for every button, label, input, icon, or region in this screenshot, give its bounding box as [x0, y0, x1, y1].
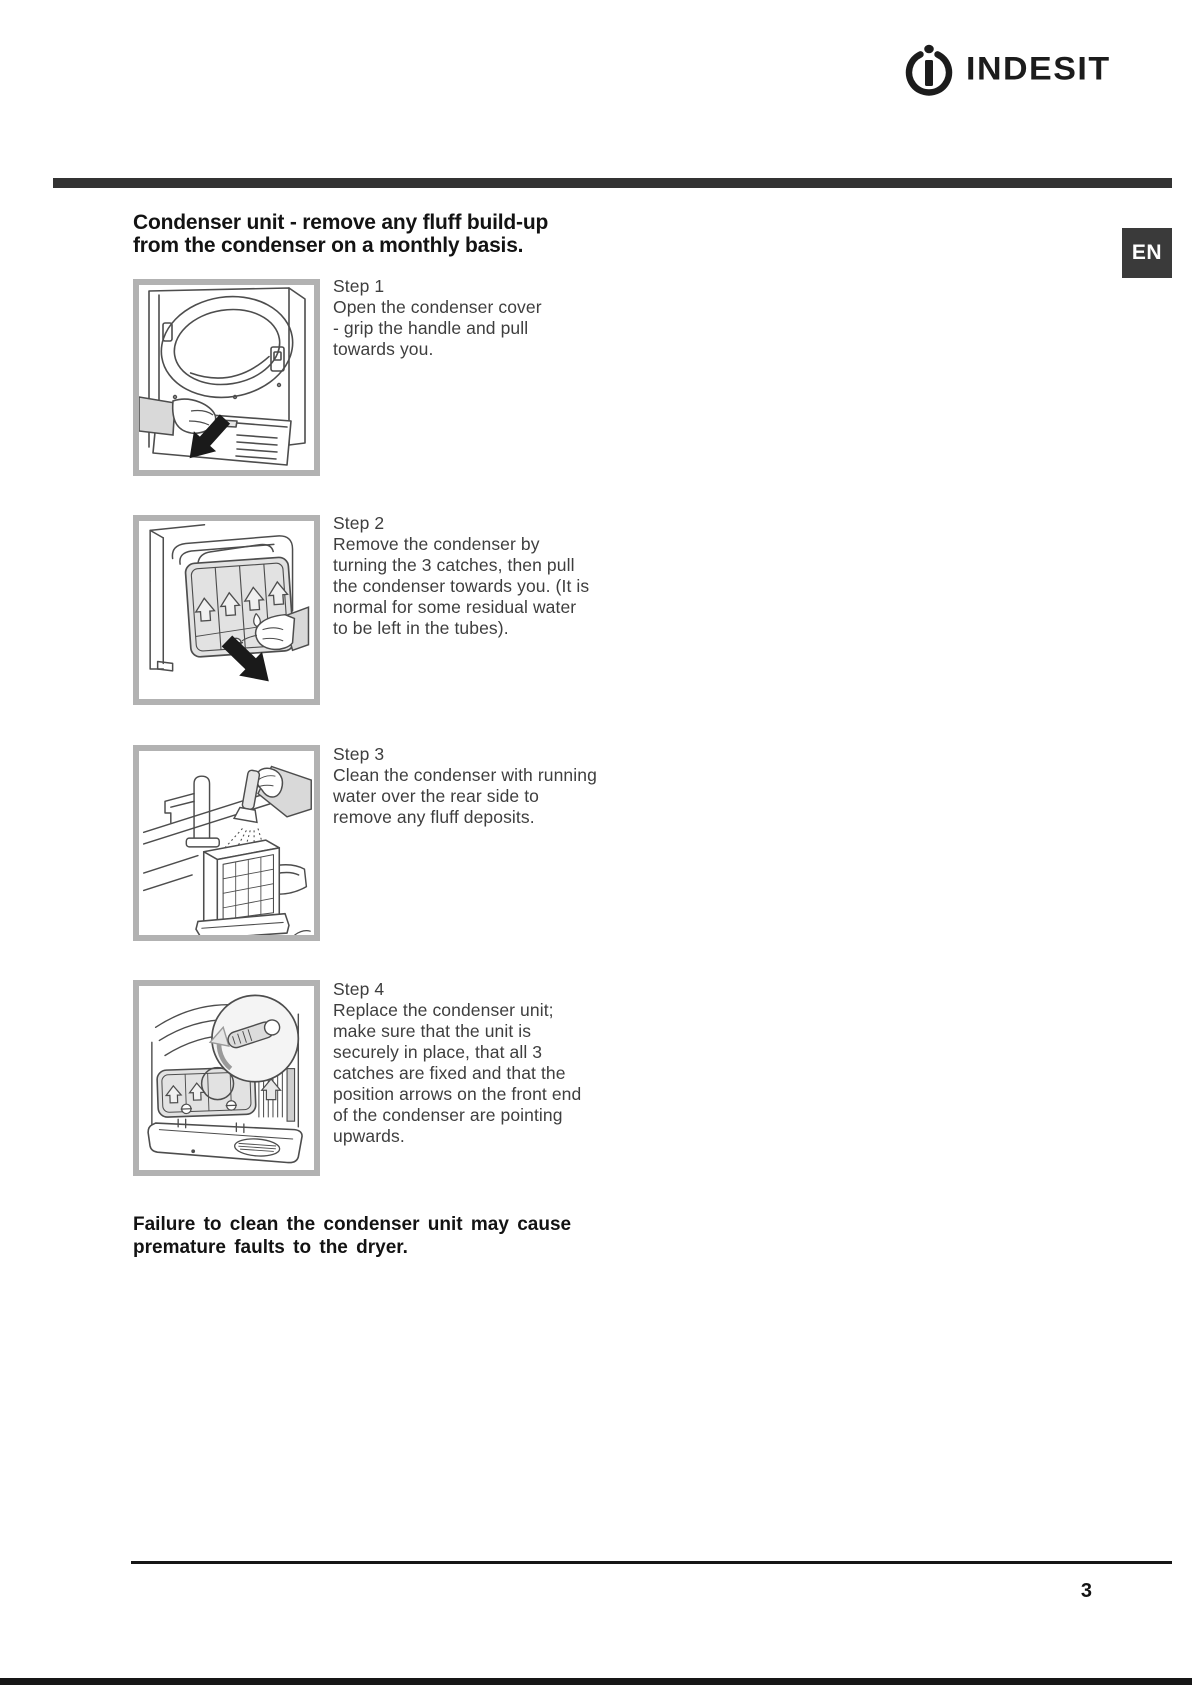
language-badge-label: EN [1131, 241, 1163, 264]
warning-line2: premature faults to the dryer. [133, 1237, 408, 1258]
step2-line: Remove the condenser by [333, 534, 540, 554]
step4-line: upwards. [333, 1126, 405, 1146]
step4-illustration-condenser-replaced-catch-detail [139, 986, 314, 1170]
step4-line: securely in place, that all 3 [333, 1042, 543, 1062]
step4-figure [133, 980, 320, 1176]
language-badge [1122, 228, 1172, 278]
step4-text [333, 979, 603, 1147]
step2-line: to be left in the tubes). [333, 618, 509, 638]
step2-line: normal for some residual water [333, 597, 577, 617]
step3-line: Clean the condenser with running [333, 765, 597, 785]
section-title [133, 211, 548, 257]
page-bottom-bar [0, 1678, 1192, 1685]
brand-logo [903, 42, 1111, 96]
step3-line: water over the rear side to [333, 786, 539, 806]
header-rule [53, 178, 1172, 188]
step2-text [333, 513, 603, 639]
step1-text [333, 276, 603, 360]
step2-figure [133, 515, 320, 705]
step4-label: Step 4 [333, 979, 385, 999]
step1-figure [133, 279, 320, 476]
warning-line1: Failure to clean the condenser unit may cause [133, 1214, 572, 1235]
step2-line: the condenser towards you. (It is [333, 576, 590, 596]
step2-line: turning the 3 catches, then pull [333, 555, 575, 575]
step3-illustration-rinsing-condenser-in-sink [139, 751, 314, 935]
step4-line: position arrows on the front end [333, 1084, 582, 1104]
step4-line: catches are fixed and that the [333, 1063, 566, 1083]
step4-line: of the condenser are pointing [333, 1105, 563, 1125]
step3-line: remove any fluff deposits. [333, 807, 535, 827]
step3-figure [133, 745, 320, 941]
step3-label: Step 3 [333, 744, 385, 764]
section-title-line2: from the condenser on a monthly basis. [133, 234, 524, 257]
indesit-circle-i-icon [903, 42, 955, 96]
step4-line: Replace the condenser unit; [333, 1000, 554, 1020]
step1-line: - grip the handle and pull [333, 318, 529, 338]
section-title-line1: Condenser unit - remove any fluff build-up [133, 211, 549, 234]
step4-line: make sure that the unit is [333, 1021, 532, 1041]
step2-label: Step 2 [333, 513, 385, 533]
step1-line: towards you. [333, 339, 434, 359]
step1-label: Step 1 [333, 276, 385, 296]
page-number: 3 [1080, 1580, 1092, 1602]
warning-text [133, 1213, 571, 1259]
step1-illustration-hand-opening-condenser-cover [139, 285, 314, 470]
step2-illustration-hand-pulling-condenser-out [139, 521, 314, 699]
brand-name: INDESIT [966, 50, 1111, 87]
step3-text [333, 744, 603, 828]
footer-rule [131, 1561, 1172, 1564]
step1-line: Open the condenser cover [333, 297, 542, 317]
